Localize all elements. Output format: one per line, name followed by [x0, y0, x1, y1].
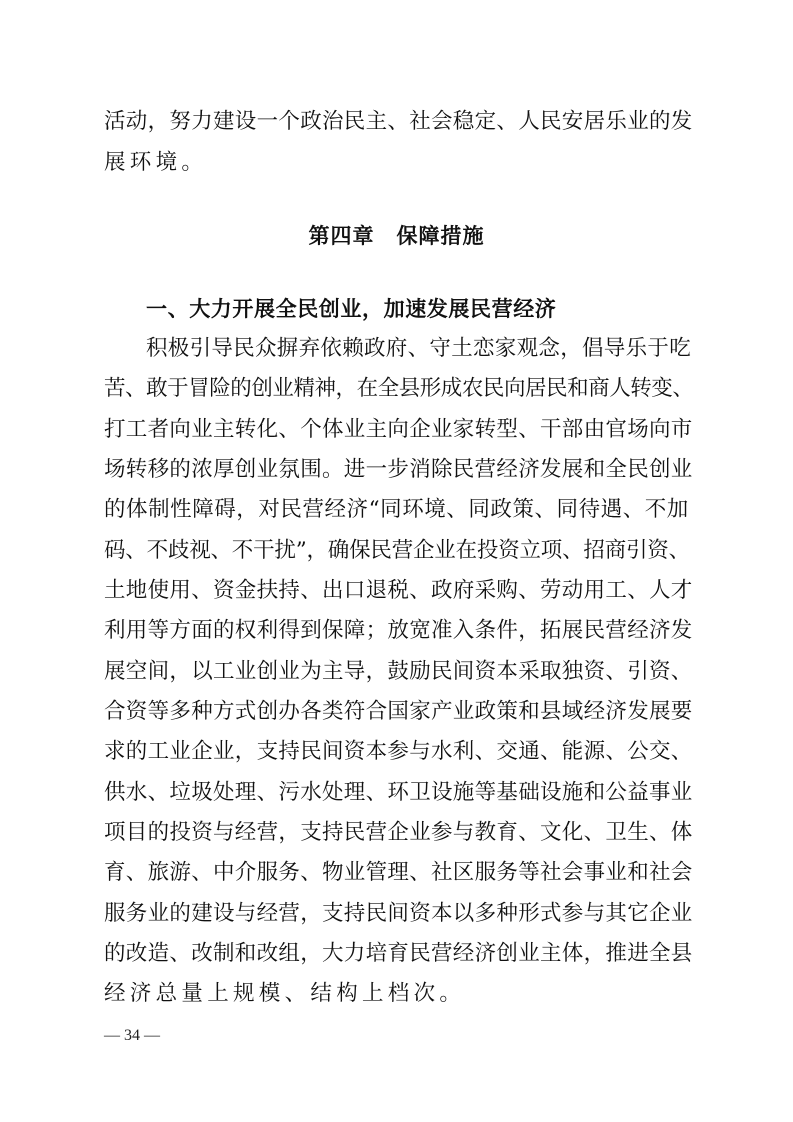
intro-line: 活动，努力建设一个政治民主、社会稳定、人民安居乐业的发 [104, 109, 693, 134]
body-line: 苦、敢于冒险的创业精神，在全县形成农民向居民和商人转变、 [104, 376, 694, 401]
body-line: 土地使用、资金扶持、出口退税、政府采购、劳动用工、人才 [104, 578, 693, 603]
page-number: — 34 — [104, 1027, 160, 1044]
body-line: 积极引导民众摒弃依赖政府、守土恋家观念，倡导乐于吃 [146, 336, 692, 361]
body-line: 场转移的浓厚创业氛围。进一步消除民营经济发展和全民创业 [104, 457, 693, 482]
section-heading: 一、大力开展全民创业，加速发展民营经济 [146, 297, 557, 321]
body-line: 的体制性障碍，对民营经济“同环境、同政策、同待遇、不加 [104, 497, 689, 522]
body-line: 项目的投资与经营，支持民营企业参与教育、文化、卫生、体 [104, 820, 693, 845]
body-line: 利用等方面的权利得到保障；放宽准入条件，拓展民营经济发 [104, 618, 693, 643]
body-line: 码、不歧视、不干扰”，确保民营企业在投资立项、招商引资、 [104, 538, 690, 563]
body-line: 供水、垃圾处理、污水处理、环卫设施等基础设施和公益事业 [104, 780, 693, 805]
body-line: 合资等多种方式创办各类符合国家产业政策和县域经济发展要 [104, 699, 693, 724]
body-line: 服务业的建设与经营，支持民间资本以多种形式参与其它企业 [104, 901, 693, 926]
chapter-title: 第四章 保障措施 [308, 224, 485, 248]
body-line: 育、旅游、中介服务、物业管理、社区服务等社会事业和社会 [104, 860, 693, 885]
body-line: 的改造、改制和改组，大力培育民营经济创业主体，推进全县 [104, 941, 693, 966]
body-line: 求的工业企业，支持民间资本参与水利、交通、能源、公交、 [104, 739, 693, 764]
body-line: 打工者向业主转化、个体业主向企业家转型、干部由官场向市 [104, 417, 693, 442]
intro-line: 展环境。 [104, 150, 208, 175]
body-line: 展空间，以工业创业为主导，鼓励民间资本采取独资、引资、 [104, 659, 693, 684]
body-line: 经济总量上规模、结构上档次。 [104, 981, 466, 1006]
